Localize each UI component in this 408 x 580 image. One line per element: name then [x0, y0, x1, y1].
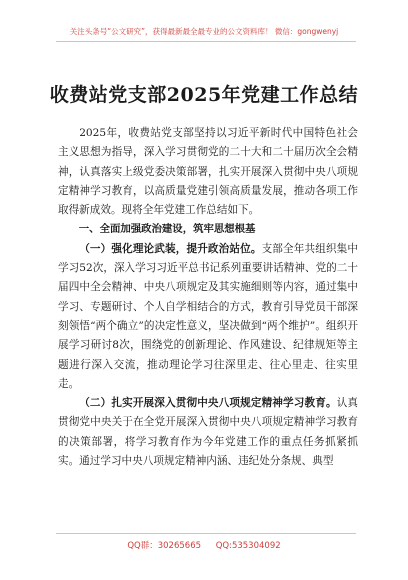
subsection-1-text: 支部全年共组织集中学习52次，深入学习习近平总书记系列重要讲话精神、党的二十届四中全会精神、中央八项规定及其实施细则等内容，通过集中学习、专题研讨、个人自学相结合的方式，教育引导党员干部深刻领悟“两个确立”的决定性意义，坚决做到“两个维护”。组织开展学习研讨8次，围绕党的创新理论、作风建设、纪律规矩等主题进行深入交流，推动理论学习往深里走、往心里走、往实里走。 — [58, 242, 359, 390]
footer-qq: QQ:535304092 — [215, 541, 281, 551]
subsection-2-text: 认真贯彻党中央关于在全党开展深入贯彻中央八项规定精神学习教育的决策部署，将学习教育作为今年党建工作的重点任务抓紧抓实。通过学习中央八项规定精神内涵、违纪处分条规、典型 — [58, 397, 359, 468]
footer-divider — [56, 533, 356, 534]
footer — [0, 539, 408, 551]
section-heading: 一、全面加强政治建设，筑牢思想根基 — [78, 223, 256, 236]
header-divider — [56, 41, 356, 42]
document-title: 收费站党支部2025年党建工作总结 — [49, 84, 359, 106]
document-body — [58, 124, 358, 471]
subsection-2-paragraph — [58, 394, 358, 471]
subsection-2-title: （二）扎实开展深入贯彻中央八项规定精神学习教育。 — [79, 397, 337, 410]
header-note: 关注头条号“公文研究”，获得最新最全最专业的公文资料库！ 微信：gongwenyj — [69, 27, 339, 36]
subsection-1-title: （一）强化理论武装，提升政治站位。 — [79, 242, 262, 255]
footer-qq-group: QQ群：30265665 — [127, 541, 202, 551]
intro-paragraph: 2025年，收费站党支部坚持以习近平新时代中国特色社会主义思想为指导，深入学习贯彻党的二十大和二十届历次全会精神，认真落实上级党委决策部署，扎实开展深入贯彻中央八项规定精神学习教育，以高质量党建引领高质量发展，推动各项工作取得新成效。现将全年党建工作总结如下。 — [58, 127, 358, 217]
subsection-1-paragraph — [58, 240, 358, 394]
